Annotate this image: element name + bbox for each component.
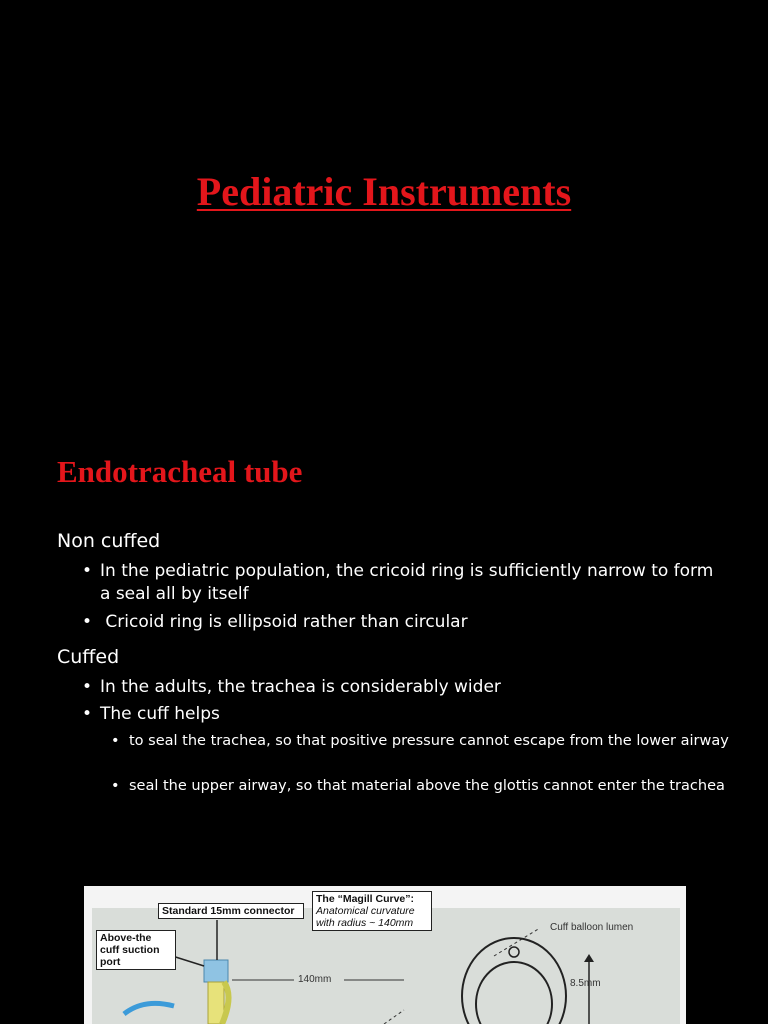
label-8-5mm: 8.5mm [570, 978, 601, 989]
connector-shape [204, 960, 228, 982]
callout-connector: Standard 15mm connector [158, 903, 304, 919]
bullet-dot-icon: • [82, 677, 93, 697]
magill-title: The “Magill Curve”: [316, 893, 415, 905]
list-item: • In the adults, the trachea is considerably wider [82, 677, 501, 697]
bullet-dot-icon: • [82, 561, 93, 581]
list-item: • Cricoid ring is ellipsoid rather than circular [82, 612, 468, 632]
callout-magill-curve [312, 891, 432, 931]
slide-title: Pediatric Instruments [196, 169, 572, 214]
callout-suction-port: Above-the cuff suction port [96, 930, 176, 970]
bullet-dot-icon: • [82, 612, 93, 632]
endotracheal-tube-diagram [84, 886, 686, 1024]
label-cuff-balloon-lumen: Cuff balloon lumen [550, 922, 634, 933]
bullet-dot-icon: • [82, 704, 93, 724]
bullet-cuffed: Cuffed [57, 646, 120, 668]
section-heading: Endotracheal tube [57, 454, 303, 489]
cuff-outer-ellipse [462, 938, 566, 1024]
list-item: • seal the upper airway, so that material above the glottis cannot enter the trachea [111, 778, 725, 794]
bullet-non-cuffed: Non cuffed [57, 530, 161, 552]
bullet-dot-icon: • [111, 778, 120, 794]
tube-inner-ellipse [476, 962, 552, 1024]
suction-port-shape [124, 1003, 174, 1014]
cuff-lumen-circle [509, 947, 519, 957]
bullet-dot-icon: • [111, 733, 120, 749]
list-item: • to seal the trachea, so that positive pressure cannot escape from the lower airway [111, 733, 729, 749]
label-140mm: 140mm [298, 974, 332, 985]
magill-body: Anatomical curvature with radius ~ 140mm [316, 905, 415, 929]
list-item: • In the pediatric population, the cricoid ring is sufficiently narrow to form a seal all by itself [82, 561, 714, 604]
list-item: • The cuff helps [82, 704, 220, 724]
